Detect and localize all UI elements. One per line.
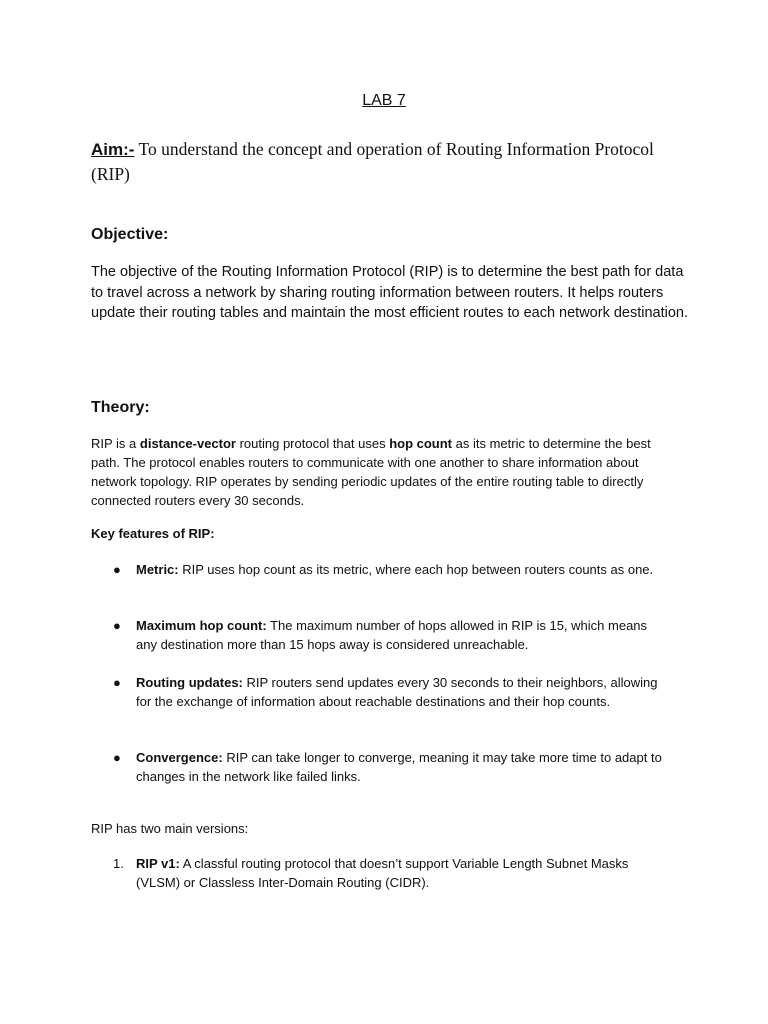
key-features-label: Key features of RIP: [91, 526, 215, 541]
list-number: 1. [113, 856, 124, 871]
list-item-text [136, 616, 666, 654]
list-item-text [136, 673, 666, 711]
objective-text: The objective of the Routing Information Protocol (RIP) is to determine the best path for data to travel across a network by sharing routing information between routers. It helps routers update their routing tables and maintain the most efficient routes to each network destination. [91, 264, 689, 321]
bullet-icon: ● [113, 750, 121, 765]
feature-text: The maximum number of hops allowed in RIP is 15, which means any destination more than 15 hops away is considered unreachable. [136, 618, 648, 652]
objective-heading: Objective: [91, 226, 169, 243]
list-item-text [136, 854, 676, 892]
feature-text: RIP uses hop count as its metric, where each hop between routers counts as one. [178, 562, 654, 577]
theory-term-distance-vector: distance-vector [139, 436, 236, 451]
aim-text: To understand the concept and operation of Routing Information Protocol (RIP) [91, 139, 654, 184]
feature-text: RIP routers send updates every 30 seconds to their neighbors, allowing for the exchange of information about reachable destinations and their hop counts. [136, 675, 658, 709]
bullet-icon: ● [113, 675, 121, 690]
theory-text-part: as its metric to determine the best path. The protocol enables routers to communicate with one another to share information about network topology. RIP operates by sending periodic updates of the entire routing table to directly connected routers every 30 seconds. [91, 436, 651, 508]
version-text: A classful routing protocol that doesn’t support Variable Length Subnet Masks (VLSM) or Classless Inter-Domain Routing (CIDR). [136, 856, 629, 890]
aim-section [91, 137, 691, 186]
theory-heading: Theory: [91, 399, 150, 416]
versions-intro: RIP has two main versions: [91, 821, 249, 836]
feature-text: RIP can take longer to converge, meaning it may take more time to adapt to changes in the network like failed links. [136, 750, 662, 784]
theory-text [91, 434, 681, 510]
feature-term: Maximum hop count: [136, 618, 267, 633]
theory-text-part: routing protocol that uses [235, 436, 390, 451]
list-item-text [136, 748, 666, 786]
feature-term: Metric: [136, 562, 179, 577]
version-term: RIP v1: [136, 856, 180, 871]
list-item-text [136, 560, 666, 579]
page-title: LAB 7 [362, 92, 406, 109]
theory-text-part: RIP is a [91, 436, 140, 451]
bullet-icon: ● [113, 562, 121, 577]
theory-term-hop-count: hop count [389, 436, 453, 451]
feature-term: Routing updates: [136, 675, 243, 690]
feature-term: Convergence: [136, 750, 223, 765]
aim-label: Aim:- [91, 140, 135, 159]
bullet-icon: ● [113, 618, 121, 633]
